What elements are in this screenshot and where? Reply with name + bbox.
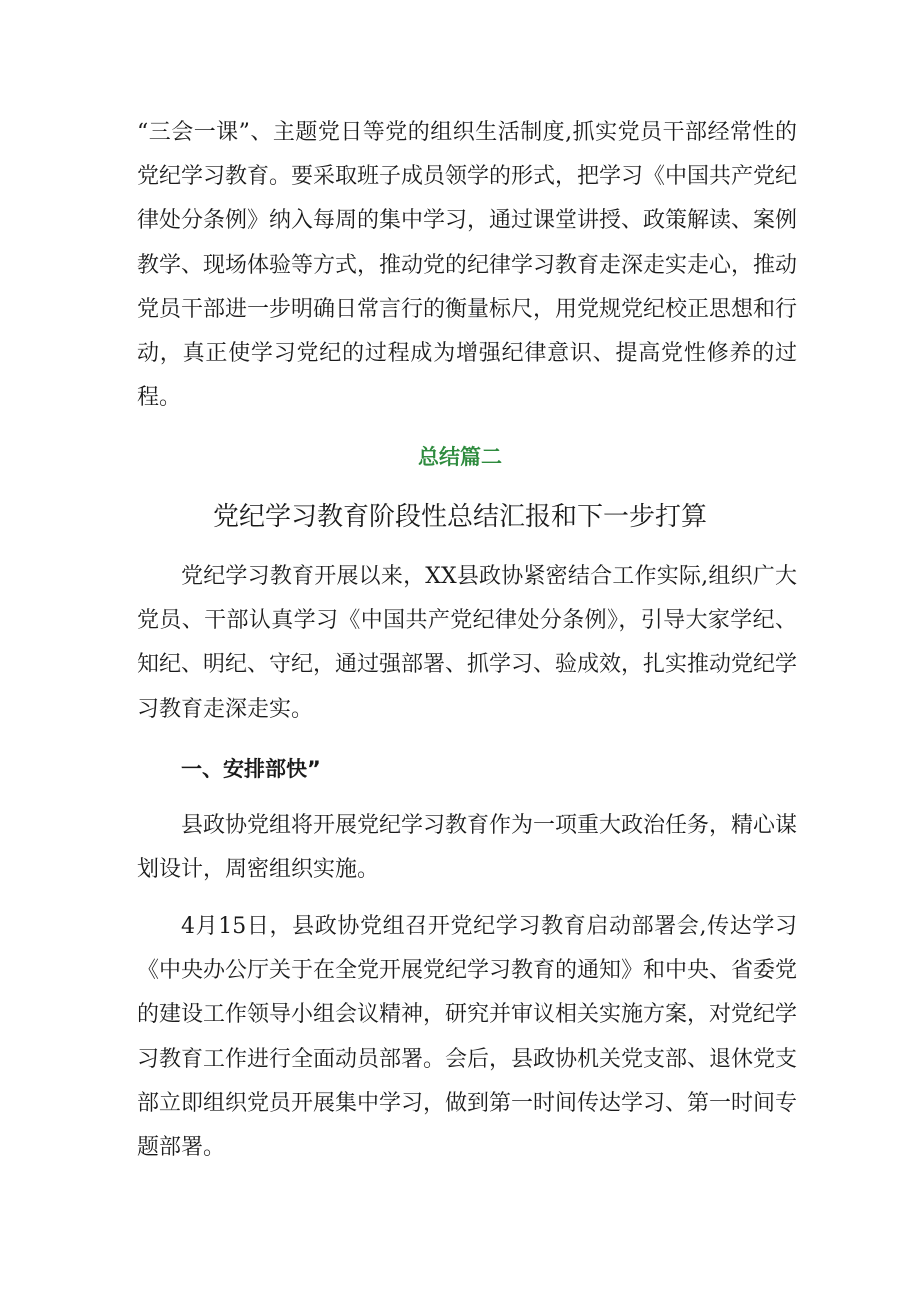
paragraph-intro: 党纪学习教育开展以来，XX县政协紧密结合工作实际,组织广大党员、干部认真学习《中国共产党纪律处分条例》，引导大家学纪、知纪、明纪、守纪，通过强部署、抓学习、验成效，扎实推动党纪学习教育走深走实。 bbox=[137, 564, 798, 722]
paragraph-arrangement: 县政协党组将开展党纪学习教育作为一项重大政治任务，精心谋划设计，周密组织实施。 bbox=[137, 813, 798, 883]
section-label: 总结篇二 bbox=[418, 445, 502, 469]
document-title: 党纪学习教育阶段性总结汇报和下一步打算 bbox=[212, 502, 707, 532]
heading-arrangement: 一、安排部快” bbox=[181, 757, 321, 781]
paragraph-continuation: “三会一课”、主题党日等党的组织生活制度,抓实党员干部经常性的党纪学习教育。要采取班子成员领学的形式，把学习《中国共产党纪律处分条例》纳入每周的集中学习，通过课堂讲授、政策解读、案例教学、现场体验等方式，推动党的纪律学习教育走深走实走心，推动党员干部进一步明确日常言行的衡量标尺，用党规党纪校正思想和行动，真正使学习党纪的过程成为增强纪律意识、提高党性修养的过程。 bbox=[137, 120, 798, 411]
paragraph-meeting: 4月15日，县政协党组召开党纪学习教育启动部署会,传达学习《中央办公厅关于在全党开展党纪学习教育的通知》和中央、省委党的建设工作领导小组会议精神，研究并审议相关实施方案，对党纪学习教育工作进行全面动员部署。会后，县政协机关党支部、退休党支部立即组织党员开展集中学习，做到第一时间传达学习、第一时间专题部署。 bbox=[137, 914, 798, 1161]
